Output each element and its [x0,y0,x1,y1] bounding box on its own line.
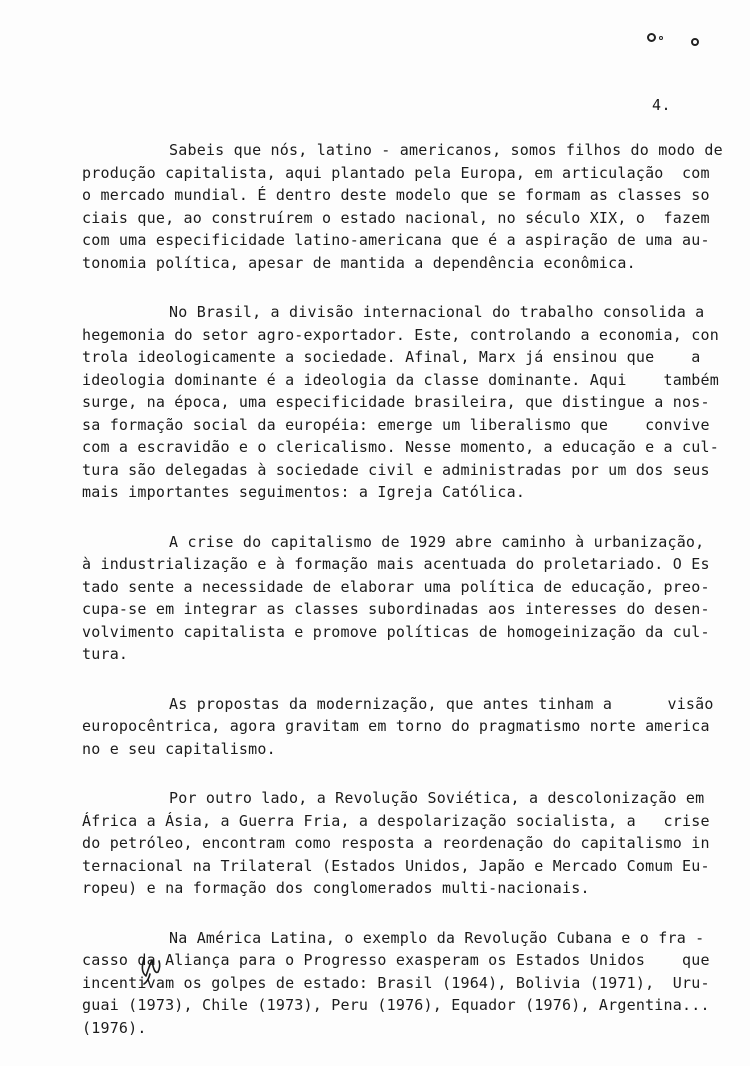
text-line: ideologia dominante é a ideologia da classe dominante. Aqui também [82,370,719,389]
text-line: A crise do capitalismo de 1929 abre caminho à urbanização, [169,532,705,551]
paragraph [82,787,710,900]
text-line: no e seu capitalismo. [82,739,276,758]
text-line: sa formação social da européia: emerge um liberalismo que convive [82,415,710,434]
handwritten-initials [138,952,164,986]
text-line: mais importantes seguimentos: a Igreja Católica. [82,483,526,501]
text-line: cupa-se em integrar as classes subordinadas aos interesses do desen- [82,600,710,618]
text-line: europocêntrica, agora gravitam em torno do pragmatismo norte america [82,717,710,735]
paragraph [82,927,710,1040]
text-line: o mercado mundial. É dentro deste modelo que se formam as classes so [82,186,710,204]
text-line: guai (1973), Chile (1973), Peru (1976), Equador (1976), Argentina... [82,996,710,1014]
paragraph [82,531,710,666]
text-line: produção capitalista, aqui plantado pela Europa, em articulação com [82,163,710,182]
text-line: África a Ásia, a Guerra Fria, a despolarização socialista, a crise [82,811,710,830]
text-line: tado sente a necessidade de elaborar uma política de educação, preo- [82,577,710,596]
text-line: trola ideologicamente a sociedade. Afinal, Marx já ensinou que a [82,348,701,366]
text-line: Por outro lado, a Revolução Soviética, a descolonização em [169,789,705,807]
text-line: tonomia política, apesar de mantida a dependência econômica. [82,253,636,272]
text-line: do petróleo, encontram como resposta a reordenação do capitalismo in [82,834,710,852]
text-line: casso da Aliança para o Progresso exasperam os Estados Unidos que [82,951,710,969]
paragraph [82,693,714,761]
punch-mark [659,36,663,40]
punch-mark [691,38,699,46]
text-line: ternacional na Trilateral (Estados Unidos, Japão e Mercado Comum Eu- [82,856,710,875]
text-line: tura. [82,645,129,663]
punch-mark [647,33,656,42]
text-line: tura são delegadas à sociedade civil e administradas por um dos seus [82,460,710,479]
text-line: com uma especificidade latino-americana que é a aspiração de uma au- [82,231,710,249]
text-line: Na América Latina, o exemplo da Revolução Cubana e o fra - [169,928,705,947]
text-line: Sabeis que nós, latino - americanos, somos filhos do modo de [169,141,723,159]
text-line: As propostas da modernização, que antes tinham a visão [169,694,714,713]
corner-marks [645,30,705,50]
body-text [82,139,723,1066]
text-line: ciais que, ao construírem o estado nacional, no século XIX, o fazem [82,208,710,227]
text-line: ropeu) e na formação dos conglomerados multi-nacionais. [82,879,590,897]
text-line: No Brasil, a divisão internacional do trabalho consolida a [169,303,705,321]
text-line: com a escravidão e o clericalismo. Nesse momento, a educação e a cul- [82,438,719,456]
text-line: hegemonia do setor agro-exportador. Este, controlando a economia, con [82,325,719,344]
text-line: volvimento capitalista e promove políticas de homogeinização da cul- [82,622,710,641]
paragraph [82,301,719,504]
text-line: (1976). [82,1018,147,1037]
page-number: 4. [652,96,672,114]
text-line: incentivam os golpes de estado: Brasil (1964), Bolivia (1971), Uru- [82,973,710,992]
text-line: surge, na época, uma especificidade brasileira, que distingue a nos- [82,393,710,411]
paragraph [82,139,723,274]
text-line: à industrialização e à formação mais acentuada do proletariado. O Es [82,555,710,573]
